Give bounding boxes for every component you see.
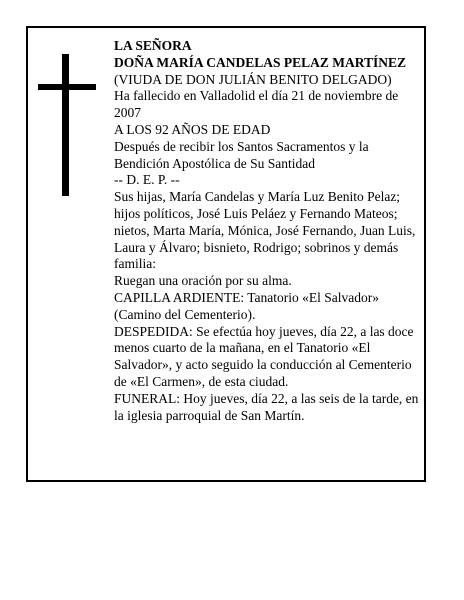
obituary-text-block xyxy=(114,38,420,424)
rip-line: -- D. E. P. -- xyxy=(114,172,180,188)
age-line: A LOS 92 AÑOS DE EDAD xyxy=(114,121,271,137)
cross-icon-vertical-bar xyxy=(62,54,69,196)
widow-line: (VIUDA DE DON JULIÁN BENITO DELGADO) xyxy=(114,71,392,87)
cross-icon-horizontal-bar xyxy=(38,84,96,90)
chapel-line: CAPILLA ARDIENTE: Tanatorio «El Salvador» (Camino del Cementerio). xyxy=(114,289,380,322)
funeral-line: FUNERAL: Hoy jueves, día 22, a las seis de la tarde, en la iglesia parroquial de San Martín. xyxy=(114,390,419,423)
notice-title-line2: DOÑA MARÍA CANDELAS PELAZ MARTÍNEZ xyxy=(114,54,407,70)
farewell-line: DESPEDIDA: Se efectúa hoy jueves, día 22, a las doce menos cuarto de la mañana, en el Tanatorio «El Salvador», y acto seguido la conducción al Cementerio de «El Carmen», de esta ciudad. xyxy=(114,323,414,389)
prayer-line: Ruegan una oración por su alma. xyxy=(114,273,292,289)
notice-title-line1: LA SEÑORA xyxy=(114,38,192,53)
family-line: Sus hijas, María Candelas y María Luz Benito Pelaz; hijos políticos, José Luis Peláez y Fernando Mateos; nietos, Marta María, Mónica, José Fernando, Juan Luis, Laura y Álvaro; bisnieto, Rodrigo; sobrinos y demás familia: xyxy=(114,189,416,272)
death-line: Ha fallecido en Valladolid el día 21 de noviembre de 2007 xyxy=(114,88,399,121)
sacraments-line: Después de recibir los Santos Sacramentos y la Bendición Apostólica de Su Santidad xyxy=(114,138,369,171)
